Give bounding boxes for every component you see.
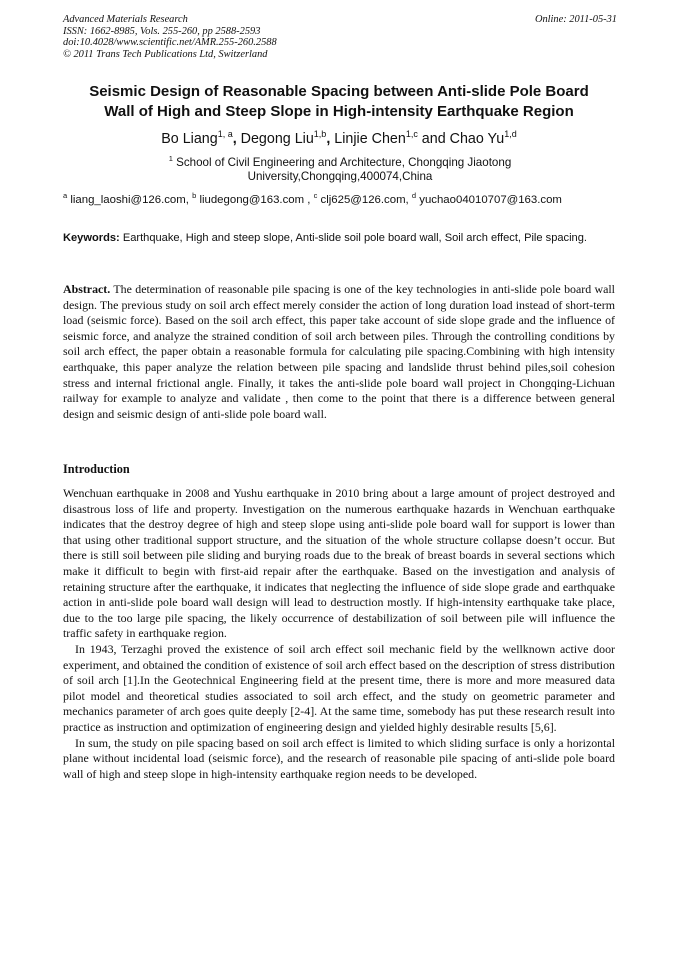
title-line-1: Seismic Design of Reasonable Spacing between Anti-slide Pole Board: [89, 83, 589, 100]
email-address[interactable]: liudegong@163.com ,: [199, 194, 311, 206]
author-sup: 1, a: [217, 129, 233, 139]
email-sup: b: [192, 191, 197, 200]
paragraph: In 1943, Terzaghi proved the existence of soil arch effect soil mechanic field by the wellknown active door experiment, and obtained the condition of existence of soil arch effect based on the description of stress distribution of soil arch [1].In the Geotechnical Engineering field at the present time, there is more and more measured data pilot model and theoretical studies associated to soil arch effect, and the study on geometric parameter and mechanics parameter of arch goes quite deeply [2-4]. At the same time, somebody has put these research result into practice as instruction and optimization of engineering design and yielded highly desirable results [5,6].: [63, 641, 615, 734]
author-name: Chao Yu: [449, 131, 505, 147]
paragraph: In sum, the study on pile spacing based on soil arch effect is limited to which sliding surface is only a horizontal plane without incidental load (seismic force), and the research of reasonable pile spacing of anti-slide pole board wall of high and steep slope in high-intensity earthquake region needs to be developed.: [63, 735, 615, 781]
email-sup: c: [313, 191, 318, 200]
title-line-2: Wall of High and Steep Slope in High-intensity Earthquake Region: [104, 103, 574, 120]
affiliation-line-2: University,Chongqing,400074,China: [247, 170, 433, 183]
copyright-line: © 2011 Trans Tech Publications Ltd, Switzerland: [63, 48, 268, 60]
online-date: Online: 2011-05-31: [534, 14, 617, 25]
author-separator: ,: [326, 131, 335, 147]
keywords: [63, 232, 615, 245]
keywords-label: Keywords:: [63, 232, 120, 244]
journal-name: Advanced Materials Research: [63, 14, 188, 25]
abstract-label: Abstract.: [63, 282, 111, 296]
journal-header: [63, 14, 617, 60]
author-separator: and: [417, 131, 450, 147]
paragraph: Wenchuan earthquake in 2008 and Yushu earthquake in 2010 bring about a large amount of project destroyed and disastrous loss of life and property. Investigation on the numerous earthquake hazards in Wenchuan earthquake indicates that the destroy degree of high and steep slope using anti-slide pole board wall for support is lower than that using other traditional support structure, and the situation of the whole structure collapse doesn’t occur. But there is still soil between pile sliding and burying roads due to the break of breast boards in several sections which make it difficult to begin with first-aid repair after the earthquake. Based on the investigation and analysis of retaining structure after the earthquake, it indicates that neglecting the influence of side slope grade and earthquake action in anti-slide pole board wall design will lead to destruction mostly. If high-intensity earthquake take place, due to the too large pile spacing, the likely occurrence of destabilization of soil between pile will influence the traffic safety in earthquake region.: [63, 486, 615, 641]
affiliation-sup: 1: [168, 154, 173, 163]
doi-line[interactable]: doi:10.4028/www.scientific.net/AMR.255-260.2588: [63, 37, 277, 49]
paper-title: [52, 82, 626, 122]
email-address[interactable]: yuchao04010707@163.com: [419, 194, 562, 206]
introduction-body: [63, 486, 615, 782]
abstract: [63, 282, 615, 422]
email-address[interactable]: clj625@126.com,: [320, 194, 409, 206]
author-name: Degong Liu: [240, 131, 314, 147]
keywords-text: Earthquake, High and steep slope, Anti-slide soil pole board wall, Soil arch effect, Pile spacing.: [122, 232, 587, 244]
author-separator: ,: [232, 131, 241, 147]
author-name: Bo Liang: [161, 131, 218, 147]
issn-line: ISSN: 1662-8985, Vols. 255-260, pp 2588-2593: [63, 25, 261, 37]
affiliation-line-1: School of Civil Engineering and Architecture, Chongqing Jiaotong: [176, 156, 512, 169]
author-sup: 1,d: [504, 129, 517, 139]
abstract-text: The determination of reasonable pile spacing is one of the key technologies in anti-slide pole board wall design. The previous study on soil arch effect merely consider the action of long duration load instead of short-term load (seismic force). Based on the soil arch effect, this paper take account of side slope grade and the influence of seismic force, and analyze the strained condition of soil arch between piles. Through the controlling conditions by soil arch effect, the paper obtain a reasonable formula for calculating pile spacing.Combining with high intensity earthquake, this paper analyze the relation between pile spacing and landslide thrust behind piles,soil cohesion stress and internal frictional angle. Finally, it takes the anti-slide pole board wall project in Chongqing-Lichuan railway for example to analyze and validate , then come to the point that there is a difference between general design and seismic design of anti-slide pole board wall.: [63, 282, 615, 421]
section-heading-introduction: Introduction: [63, 462, 130, 476]
email-sup: d: [411, 191, 417, 200]
author-sup: 1,c: [405, 129, 418, 139]
email-sup: a: [63, 191, 68, 200]
author-sup: 1,b: [313, 129, 327, 139]
affiliation: [120, 156, 560, 184]
email-list: [63, 193, 623, 207]
author-name: Linjie Chen: [334, 131, 406, 147]
email-address[interactable]: liang_laoshi@126.com,: [70, 194, 189, 206]
author-list: [52, 130, 626, 148]
